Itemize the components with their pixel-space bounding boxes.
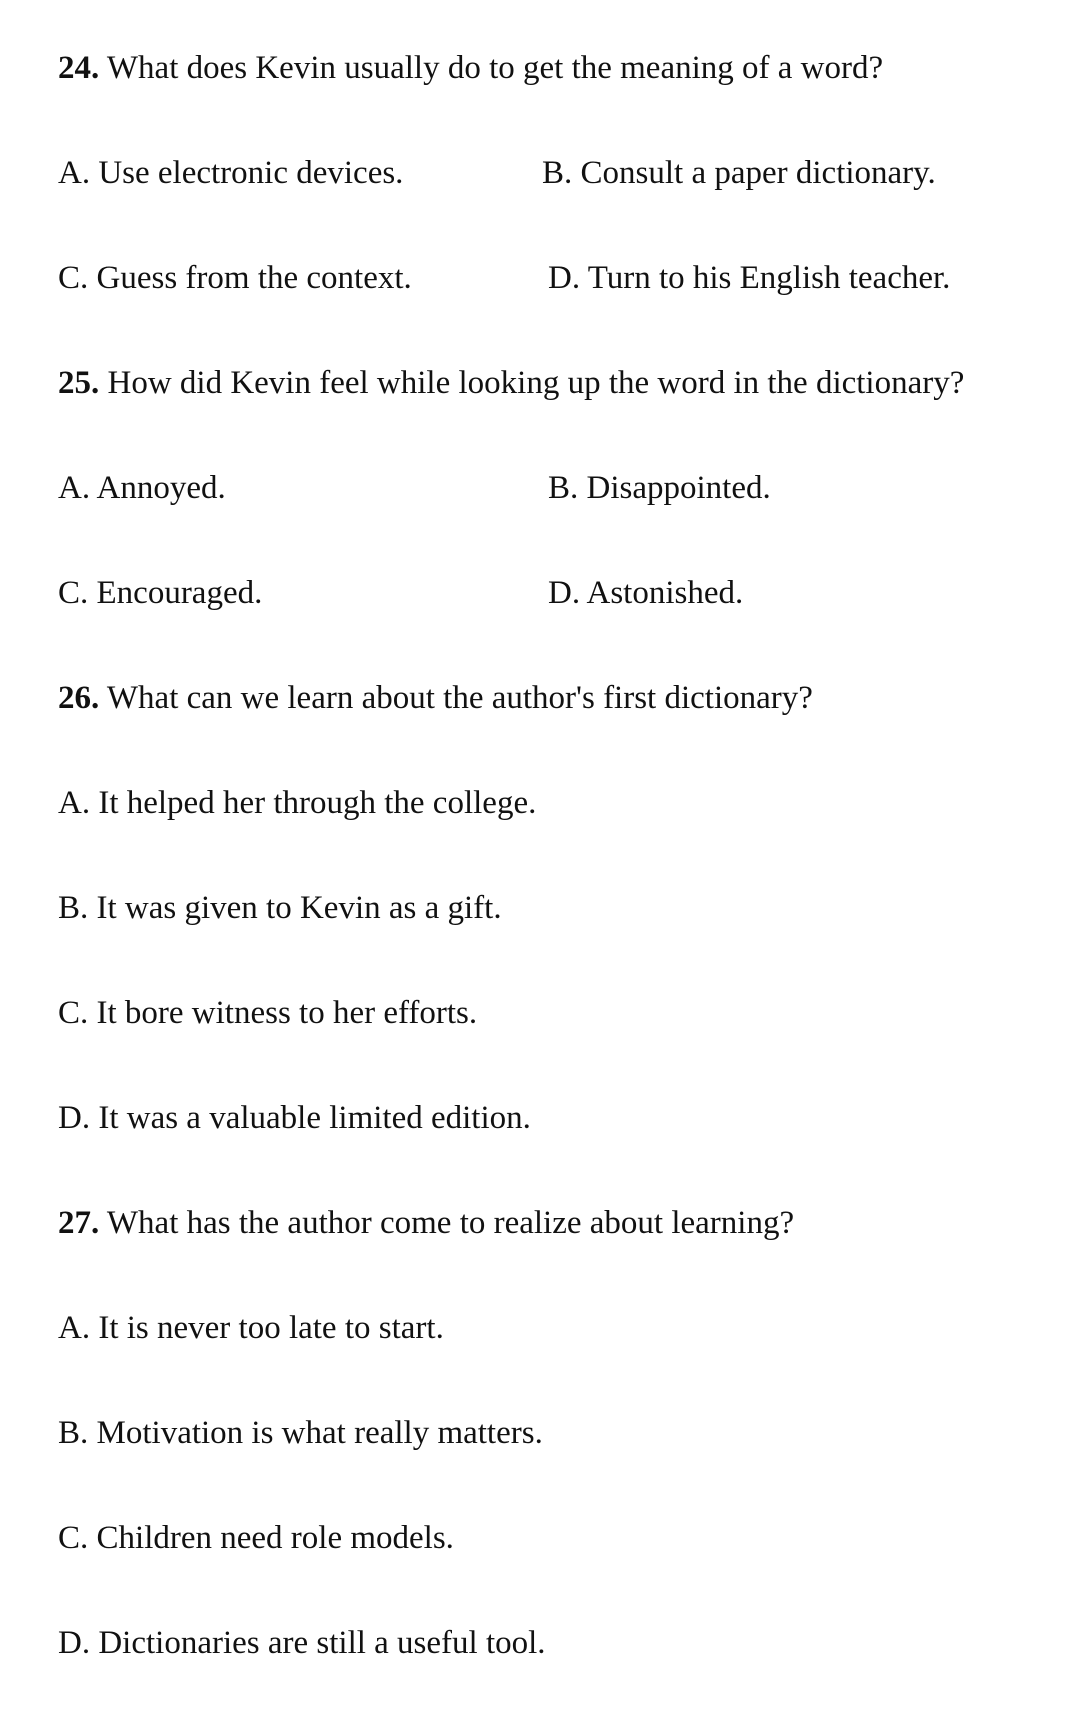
question-24 <box>58 40 1038 96</box>
question-number: 26. <box>58 680 100 716</box>
question-text: What does Kevin usually do to get the meaning of a word? <box>99 50 884 86</box>
question-24-options-row-1 <box>58 145 1038 201</box>
option-a: A. Annoyed. <box>58 470 226 506</box>
question-27 <box>58 1195 1038 1251</box>
question-text: What has the author come to realize about learning? <box>99 1205 795 1241</box>
question-26-option-a <box>58 775 1038 831</box>
question-25 <box>58 355 1038 411</box>
question-26 <box>58 670 1038 726</box>
question-27-option-a <box>58 1300 1038 1356</box>
question-27-option-c <box>58 1510 1038 1566</box>
option-d: D. Astonished. <box>548 575 744 611</box>
question-number: 27. <box>58 1205 100 1241</box>
question-27-option-d <box>58 1615 1038 1671</box>
question-26-option-d <box>58 1090 1038 1146</box>
question-text: What can we learn about the author's first dictionary? <box>99 680 813 716</box>
option-a: A. It helped her through the college. <box>58 785 537 821</box>
question-26-option-c <box>58 985 1038 1041</box>
option-d: D. It was a valuable limited edition. <box>58 1100 531 1136</box>
question-number: 24. <box>58 50 100 86</box>
question-24-options-row-2 <box>58 250 1038 306</box>
option-a: A. It is never too late to start. <box>58 1310 444 1346</box>
question-26-option-b <box>58 880 1038 936</box>
option-b: B. Disappointed. <box>548 470 771 506</box>
option-b: B. Motivation is what really matters. <box>58 1415 543 1451</box>
option-d: D. Turn to his English teacher. <box>548 260 951 296</box>
option-b: B. Consult a paper dictionary. <box>542 155 936 191</box>
question-text: How did Kevin feel while looking up the word in the dictionary? <box>99 365 965 401</box>
question-25-options-row-2 <box>58 565 1038 621</box>
question-number: 25. <box>58 365 100 401</box>
question-25-options-row-1 <box>58 460 1038 516</box>
option-c: C. Children need role models. <box>58 1520 454 1556</box>
option-c: C. Encouraged. <box>58 575 263 611</box>
option-b: B. It was given to Kevin as a gift. <box>58 890 502 926</box>
option-c: C. Guess from the context. <box>58 260 412 296</box>
option-a: A. Use electronic devices. <box>58 155 404 191</box>
option-c: C. It bore witness to her efforts. <box>58 995 478 1031</box>
option-d: D. Dictionaries are still a useful tool. <box>58 1625 546 1661</box>
question-27-option-b <box>58 1405 1038 1461</box>
